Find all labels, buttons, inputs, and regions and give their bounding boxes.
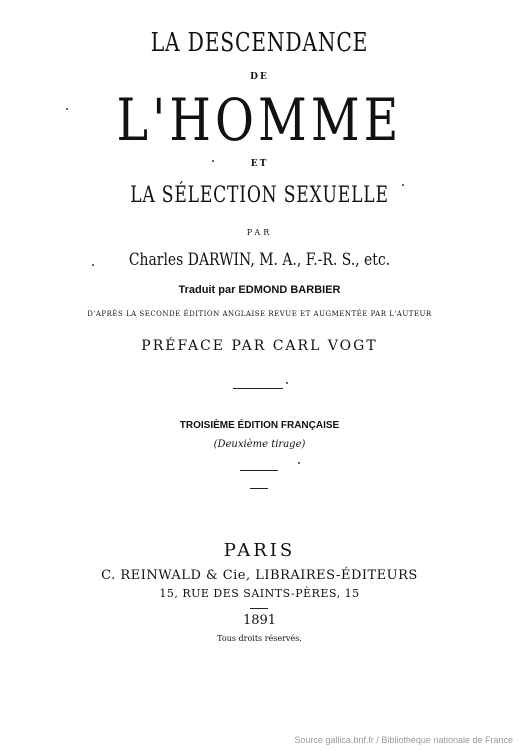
year: 1891 [242,613,277,628]
edition: TROISIÈME ÉDITION FRANÇAISE [179,420,340,431]
divider-rule [240,470,278,471]
translator: Traduit par EDMOND BARBIER [178,284,341,296]
edition-note: D'APRÈS LA SECONDE ÉDITION ANGLAISE REVUE ET AUGMENTÉE PAR L'AUTEUR [87,310,432,318]
printing: (Deuxième tirage) [213,439,306,450]
author: Charles DARWIN, M. A., F.-R. S., etc. [128,250,391,270]
speck [66,108,68,110]
address: 15, RUE DES SAINTS-PÈRES, 15 [159,587,360,600]
title-et: ET [250,159,269,169]
speck [212,160,214,162]
divider-rule [233,388,283,389]
title-line-1: LA DESCENDANCE [150,28,369,58]
speck [298,462,300,464]
speck [286,382,288,384]
title-de: DE [250,72,269,82]
city: PARIS [223,540,296,561]
source-credit: Source gallica.bnf.fr / Bibliothèque nationale de France [294,735,513,745]
publisher: C. REINWALD & Cie, LIBRAIRES-ÉDITEURS [101,568,418,583]
speck [402,184,404,186]
title-line-3: LA SÉLECTION SEXUELLE [130,183,389,208]
divider-rule [250,488,268,489]
preface: PRÉFACE PAR CARL VOGT [141,338,378,354]
speck [92,264,94,266]
by-label: PAR [246,228,273,237]
divider-rule [250,608,268,609]
title-main: L'HOMME [116,86,403,154]
rights: Tous droits réservés. [217,634,302,643]
